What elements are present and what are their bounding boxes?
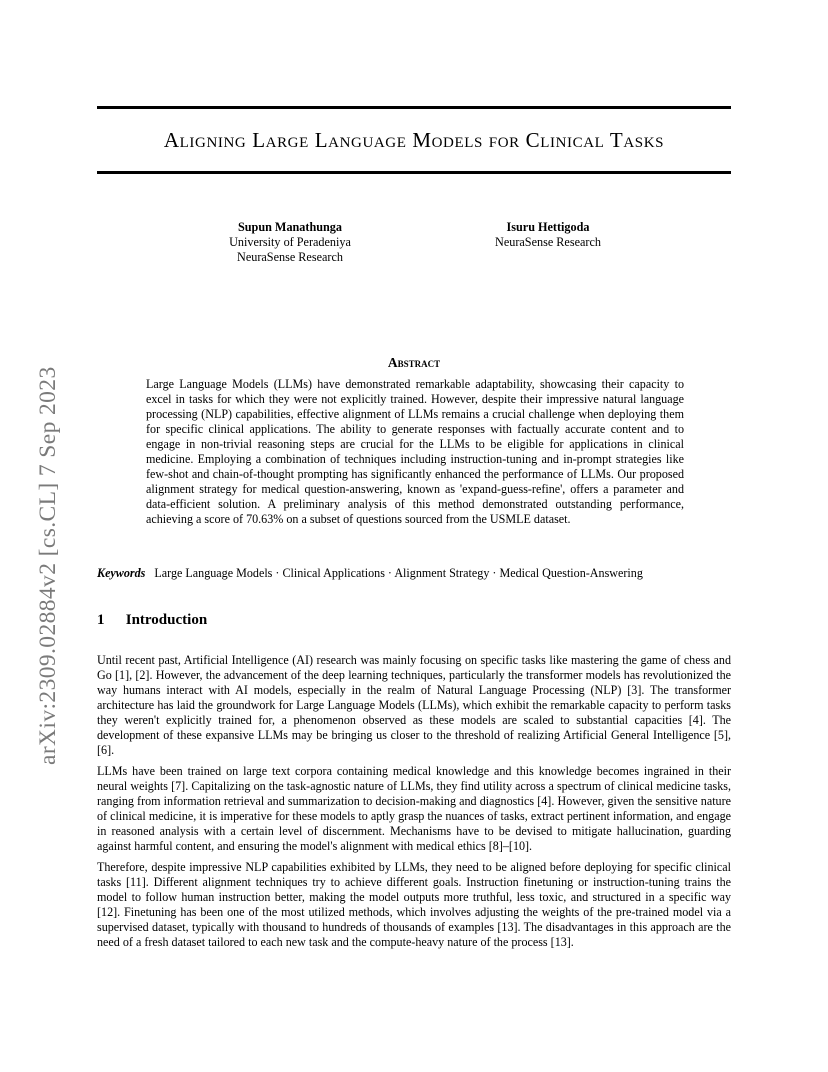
body-paragraph: LLMs have been trained on large text corpora containing medical knowledge and this knowledge becomes ingrained in their neural weights [7]. Capitalizing on the task-agnostic nature of LLMs, they find utility across a spectrum of clinical medicine tasks, ranging from information retrieval and summarization to decision-making and diagnostics [4]. However, given the sensitive nature of clinical medicine, it is imperative for these models to aptly grasp the nuances of tasks, extract pertinent information, and engage in reasoned analysis with a certain level of discernment. Mechanisms have to be devised to mitigate hallucination, guarding against harmful content, and ensuring the model's alignment with medical ethics [8]–[10]. [97, 764, 731, 853]
author-affiliation: NeuraSense Research [237, 250, 343, 264]
section-body [97, 653, 731, 956]
section-title: Introduction [125, 612, 208, 628]
arxiv-identifier-stamp: arXiv:2309.02884v2 [cs.CL] 7 Sep 2023 [35, 366, 61, 765]
abstract-text: Large Language Models (LLMs) have demonstrated remarkable adaptability, showcasing their capacity to excel in tasks for which they were not explicitly trained. However, despite their impressive natural language processing (NLP) capabilities, effective alignment of LLMs remains a crucial challenge when deploying them for specific clinical applications. The ability to generate responses with factually accurate content and to engage in non-trivial reasoning steps are crucial for the LLMs to be eligible for applications in clinical medicine. Employing a combination of techniques including instruction-tuning and in-prompt strategies like few-shot and chain-of-thought prompting has significantly enhanced the performance of LLMs. Our proposed alignment strategy for medical question-answering, known as 'expand-guess-refine', offers a parameter and data-efficient solution. A preliminary analysis of this method demonstrated outstanding performance, achieving a score of 70.63% on a subset of questions sourced from the USMLE dataset. [146, 377, 684, 526]
body-paragraph: Therefore, despite impressive NLP capabilities exhibited by LLMs, they need to be aligned before deploying for specific clinical tasks [11]. Different alignment techniques try to achieve different goals. Instruction finetuning or instruction-tuning trains the model to follow human instruction better, making the model outputs more truthful, less toxic, and structured in a specific way [12]. Finetuning has been one of the most utilized methods, which involves adjusting the weights of the pre-trained model via a supervised dataset, typically with thousand to hundreds of thousands of examples [13]. The disadvantages in this approach are the need of a fresh dataset tailored to each new task and the compute-heavy nature of the process [13]. [97, 860, 731, 949]
section-number: 1 [97, 612, 105, 628]
keywords-text: Large Language Models · Clinical Applications · Alignment Strategy · Medical Question-Answering [154, 566, 643, 580]
author-affiliation: NeuraSense Research [495, 235, 601, 249]
author-name: Supun Manathunga [238, 220, 342, 234]
author-block-1 [190, 220, 390, 265]
author-block-2 [448, 220, 648, 250]
title-bottom-rule [97, 171, 731, 174]
title-top-rule [97, 106, 731, 109]
section-heading [97, 612, 207, 629]
author-name: Isuru Hettigoda [506, 220, 590, 234]
abstract-heading: Abstract [387, 355, 441, 370]
paper-title: Aligning Large Language Models for Clinical Tasks [163, 128, 665, 152]
author-affiliation: University of Peradeniya [229, 235, 351, 249]
body-paragraph: Until recent past, Artificial Intelligence (AI) research was mainly focusing on specific tasks like mastering the game of chess and Go [1], [2]. However, the advancement of the deep learning techniques, particularly the transformer models has revolutionized the way humans interact with AI models, especially in the realm of Natural Language Processing (NLP) [3]. The transformer architecture has laid the groundwork for Large Language Models (LLMs), which exhibit the remarkable capacity to perform tasks they weren't explicitly trained for, a phenomenon observed as these models are scaled to substantial capacities [4]. The development of these expansive LLMs may be bringing us closer to the threshold of realizing Artificial General Intelligence [5], [6]. [97, 653, 731, 757]
keywords-line [97, 566, 737, 581]
keywords-label: Keywords [97, 566, 146, 580]
